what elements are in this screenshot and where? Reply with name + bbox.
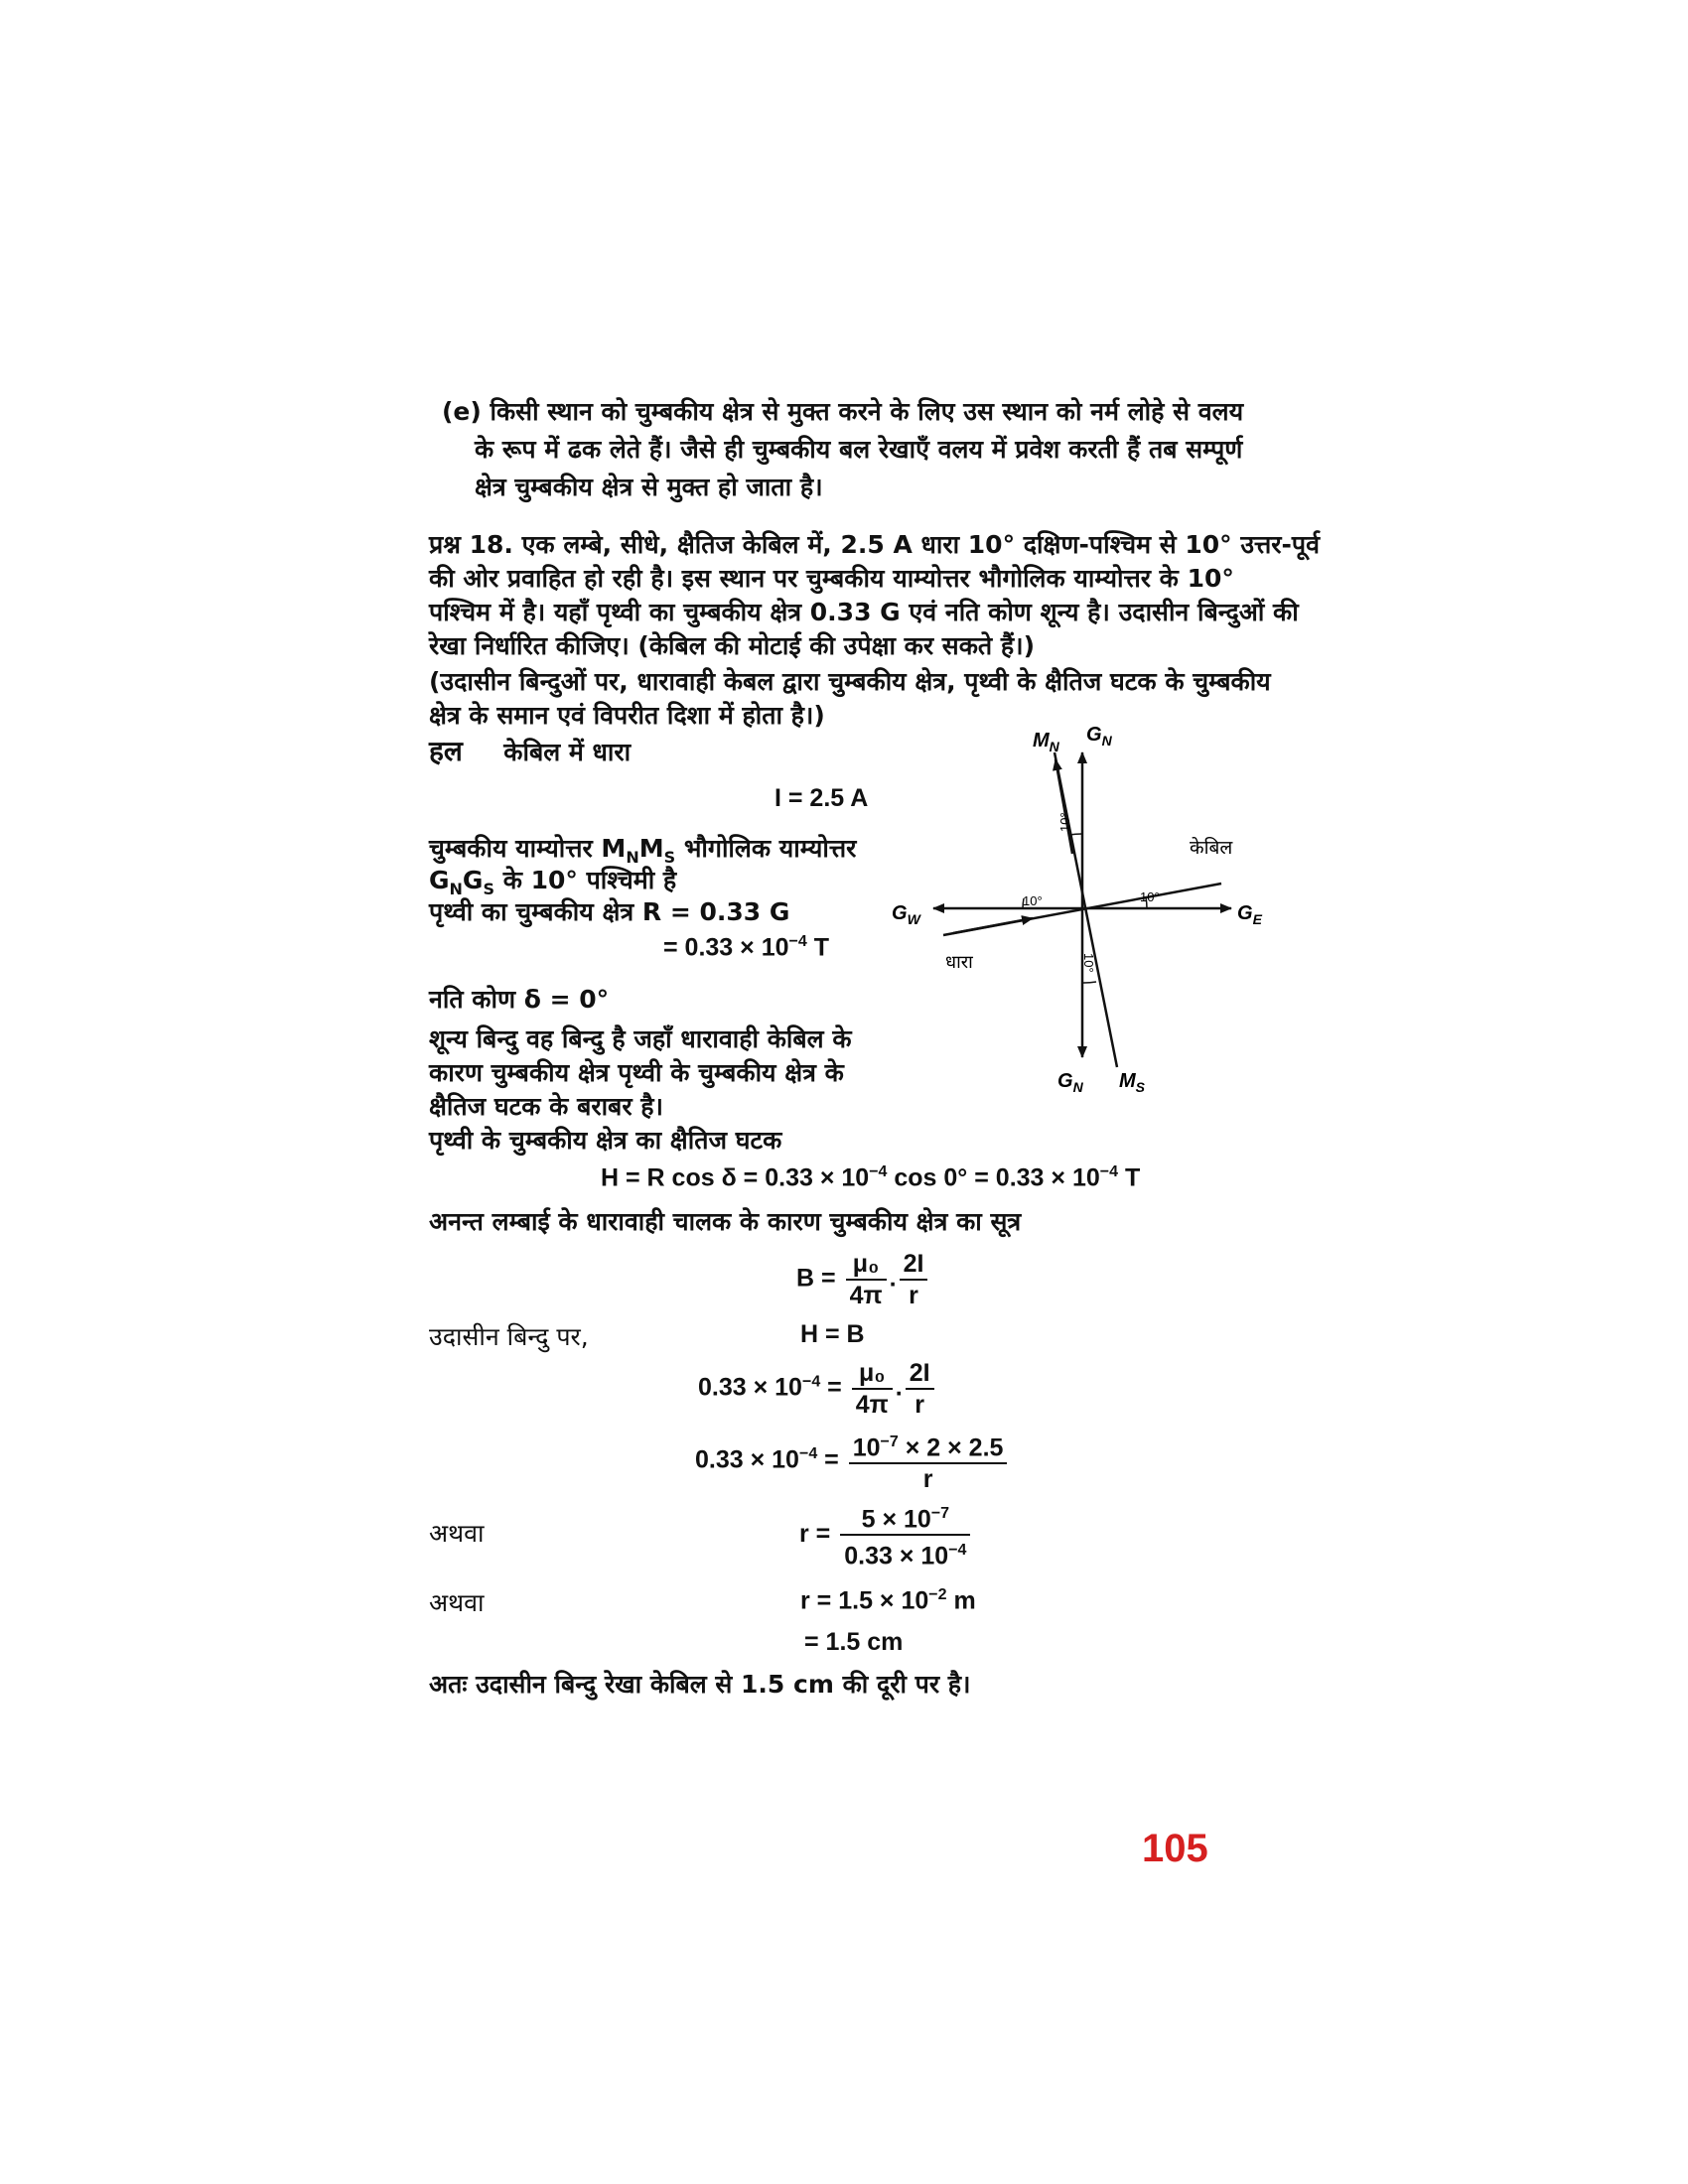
- null-point-line-2: कारण चुम्बकीय क्षेत्र पृथ्वी के चुम्बकीय क्षेत्र के: [429, 1058, 844, 1087]
- equation-3: $0.33 \times 10^{-4}$ = $\frac{\text{μ₀}}{4\pi}$ . $\frac{2I}{r}$: [698, 1358, 937, 1420]
- angle-label-right: 10°: [1140, 889, 1160, 904]
- part-e-line-3: क्षेत्र चुम्बकीय क्षेत्र से मुक्त हो जाता है।: [475, 473, 823, 501]
- part-e-line-1: (e) किसी स्थान को चुम्बकीय क्षेत्र से मुक्त करने के लिए उस स्थान को नर्म लोहे से वलय: [442, 397, 1244, 426]
- field-formula: B = $\frac{\text{μ₀}}{4\pi}$ . $\frac{2I}{r}$: [796, 1249, 930, 1310]
- equation-4: $0.33 \times 10^{-4}$ = $\frac{10^{-7} \times 2 \times 2.5}{r}$: [695, 1428, 1010, 1494]
- neutral-point-label: उदासीन बिन्दु पर,: [429, 1322, 589, 1351]
- part-e-line-2: के रूप में ढक लेते हैं। जैसे ही चुम्बकीय बल रेखाएँ वलय में प्रवेश करती हैं तब सम्पूर्ण: [475, 435, 1243, 464]
- field-line: पृथ्वी का चुम्बकीय क्षेत्र R = 0.33 G: [429, 897, 790, 926]
- solution-intro: केबिल में धारा: [503, 738, 632, 766]
- equation-5: r = $\frac{5 \times 10^{-7}}{0.33 \times 10^{-4}}$: [799, 1499, 973, 1571]
- mu-fraction: $\frac{\text{μ₀}}{4\pi}$: [846, 1249, 887, 1310]
- formula-label: अनन्त लम्बाई के धारावाही चालक के कारण चुम्बकीय क्षेत्र का सूत्र: [429, 1207, 1022, 1236]
- conclusion: अतः उदासीन बिन्दु रेखा केबिल से 1.5 cm की दूरी पर है।: [429, 1670, 971, 1699]
- field-si-line: = $0.33 \times 10^{-4}$ T: [663, 933, 829, 962]
- meridian-line-2: $G_NG_S$ के 10° पश्चिमी है: [429, 866, 677, 898]
- current-equation: I = 2.5 A: [774, 784, 869, 812]
- angle-label-bottom: 10°: [1081, 953, 1096, 973]
- question-hint-line-2: क्षेत्र के समान एवं विपरीत दिशा में होता है।): [429, 701, 825, 730]
- label-gn-bottom: $G_N$: [1057, 1070, 1083, 1095]
- label-ge: $G_E$: [1237, 902, 1262, 927]
- athva-2: अथवा: [429, 1588, 485, 1617]
- equation-7: = 1.5 cm: [804, 1628, 904, 1656]
- label-cable: केबिल: [1190, 838, 1233, 859]
- label-gw: $G_W$: [892, 902, 920, 927]
- null-point-line-1: शून्य बिन्दु वह बिन्दु है जहाँ धारावाही केबिल के: [429, 1024, 852, 1053]
- label-ms: $M_S$: [1119, 1070, 1146, 1095]
- angle-arc-bottom: [1082, 982, 1096, 983]
- current-arrow: [953, 918, 1033, 933]
- question-hint-line-1: (उदासीन बिन्दुओं पर, धारावाही केबल द्वारा चुम्बकीय क्षेत्र, पृथ्वी के क्षैतिज घटक के चुम्बकीय: [429, 667, 1271, 696]
- solution-label-line: [429, 735, 631, 769]
- meridian-line-1: चुम्बकीय याम्योत्तर $M_NM_S$ भौगोलिक याम्योत्तर: [429, 834, 857, 867]
- question-line-3: पश्चिम में है। यहाँ पृथ्वी का चुम्बकीय क्षेत्र 0.33 G एवं नति कोण शून्य है। उदासीन बिन्दुओं की: [429, 598, 1299, 626]
- solution-label: हल: [429, 735, 463, 767]
- label-current: धारा: [945, 952, 973, 972]
- angle-arc-top: [1069, 834, 1082, 835]
- angle-label-left: 10°: [1023, 893, 1043, 908]
- null-point-line-3: क्षैतिज घटक के बराबर है।: [429, 1092, 664, 1121]
- question-line-2: की ओर प्रवाहित हो रही है। इस स्थान पर चुम्बकीय याम्योत्तर भौगोलिक याम्योत्तर के 10°: [429, 564, 1234, 593]
- athva-1: अथवा: [429, 1519, 485, 1548]
- current-fraction: $\frac{2I}{r}$: [900, 1249, 928, 1310]
- angle-label-top: 10°: [1057, 812, 1072, 832]
- label-gn-top: $G_N$: [1086, 724, 1112, 749]
- horizontal-component-equation: H = R $\cos \delta = 0.33 \times 10^{-4}$ $\cos 0^\circ = 0.33 \times 10^{-4}$ T: [601, 1163, 1141, 1192]
- h-equals-b: H = B: [800, 1320, 865, 1348]
- equation-6: $r = 1.5 \times 10^{-2}$ m: [800, 1586, 976, 1615]
- question-line-4: रेखा निर्धारित कीजिए। (केबिल की मोटाई की उपेक्षा कर सकते हैं।): [429, 631, 1036, 660]
- magnetic-north-arrow: [1055, 759, 1072, 854]
- label-mn: $M_N$: [1033, 730, 1059, 754]
- horizontal-component-label: पृथ्वी के चुम्बकीय क्षेत्र का क्षैतिज घटक: [429, 1126, 782, 1155]
- dip-angle: नति कोण δ = 0°: [429, 985, 610, 1014]
- meridian-diagram: [874, 715, 1291, 1102]
- question-line-1: प्रश्न 18. एक लम्बे, सीधे, क्षैतिज केबिल में, 2.5 A धारा 10° दक्षिण-पश्चिम से 10° उत्तर-पूर्व: [429, 530, 1321, 559]
- page-number: 105: [1142, 1827, 1208, 1870]
